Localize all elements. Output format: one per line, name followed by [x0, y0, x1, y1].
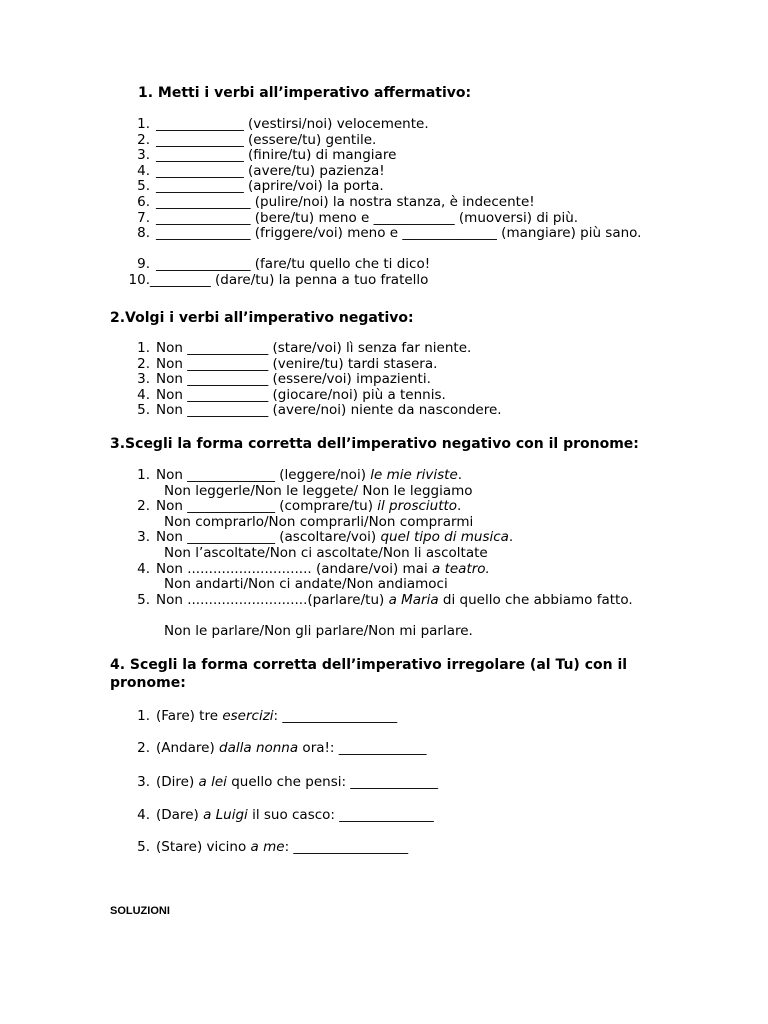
item-text-end: il suo casco: ______________: [247, 807, 434, 823]
item-number: 2.: [137, 355, 150, 372]
item-text-start: (Dare): [156, 807, 204, 823]
item-text-start: Non ............................. (andare/voi) mai: [156, 560, 433, 577]
item-text: Non ____________ (essere/voi) impazienti.: [156, 371, 431, 388]
item-number: 2.: [137, 740, 150, 756]
item-number: 4.: [137, 560, 150, 577]
item-text-italic: a Luigi: [203, 807, 248, 823]
item-text-end: .: [457, 498, 462, 515]
item-number: 10.: [128, 272, 150, 288]
item-text: _____________ (essere/tu) gentile.: [156, 131, 377, 148]
item-text: ______________ (bere/tu) meno e ____________ (muoversi) di più.: [156, 209, 579, 226]
item-text-start: (Fare) tre: [156, 708, 223, 724]
item-number: 6.: [137, 194, 150, 210]
item-number: 2.: [137, 498, 150, 515]
item-text: ______________ (friggere/voi) meno e ______________ (mangiare) più sano.: [156, 225, 642, 242]
item-number: 3.: [137, 774, 150, 790]
item-number: 3.: [137, 147, 150, 164]
item-text-end: : _________________: [284, 839, 409, 855]
item-text-italic: a Maria: [388, 591, 439, 608]
item-text: [156, 775, 650, 791]
item-text-end: quello che pensi: _____________: [226, 774, 439, 790]
item-text-end: ora!: _____________: [298, 740, 427, 756]
item-text: Non ____________ (avere/noi) niente da nascondere.: [156, 402, 502, 419]
item-text: [156, 741, 650, 757]
item-options: Non le parlare/Non gli parlare/Non mi parlare.: [164, 622, 473, 639]
item-text: _____________ (finire/tu) di mangiare: [156, 147, 397, 164]
item-text-end: .: [508, 529, 514, 546]
item-text: Non ____________ (stare/voi) lì senza far niente.: [156, 340, 472, 356]
item-number: 2.: [137, 131, 150, 148]
item-text-end: .: [457, 467, 463, 483]
item-number: 5.: [137, 839, 150, 855]
item-options: Non l’ascoltate/Non ci ascoltate/Non li ascoltate: [164, 544, 488, 561]
item-number: 1.: [137, 340, 150, 356]
item-text-start: (Andare): [156, 740, 220, 756]
list-item: [110, 562, 650, 593]
item-options: Non leggerle/Non le leggete/ Non le leggiamo: [164, 482, 473, 499]
item-text: [156, 562, 650, 578]
section-3-title: 3.Scegli la forma corretta dell’imperativo negativo con il pronome:: [110, 436, 639, 452]
item-number: 4.: [137, 807, 150, 823]
item-number: 9.: [137, 256, 150, 273]
item-text-italic: il prosciutto: [377, 498, 458, 515]
item-text-start: Non ............................(parlare/tu): [156, 591, 389, 608]
item-text-italic: esercizi: [222, 708, 274, 724]
item-text: [156, 468, 650, 484]
item-text-italic: a lei: [198, 774, 227, 790]
item-text: ______________ (pulire/noi) la nostra stanza, è indecente!: [156, 194, 535, 210]
item-text-italic: dalla nonna: [219, 740, 299, 756]
item-text-end: di quello che abbiamo fatto.: [438, 591, 633, 608]
list-item: [110, 530, 650, 561]
item-text-italic: a teatro.: [432, 560, 490, 577]
item-number: 8.: [137, 225, 150, 242]
item-number: 1.: [137, 116, 150, 132]
section-1-title: 1. Metti i verbi all’imperativo affermativo:: [138, 85, 472, 101]
item-options: Non comprarlo/Non comprarli/Non comprarmi: [164, 513, 474, 530]
list-item: [110, 468, 650, 499]
item-number: 7.: [137, 209, 150, 226]
solutions-label: SOLUZIONI: [110, 905, 170, 917]
item-text-start: Non _____________ (comprare/tu): [156, 498, 378, 515]
item-text: [156, 530, 650, 546]
item-text: _____________ (avere/tu) pazienza!: [156, 162, 385, 179]
item-number: 5.: [137, 178, 150, 195]
item-text: _____________ (vestirsi/noi) velocemente.: [156, 116, 429, 132]
item-number: 4.: [137, 386, 150, 403]
item-text: [156, 499, 650, 515]
item-text: [156, 808, 650, 824]
item-number: 1.: [137, 467, 150, 483]
item-text-end: : _________________: [273, 708, 398, 724]
item-text: [156, 709, 650, 725]
section-4-title: 4. Scegli la forma corretta dell’imperativo irregolare (al Tu) con il pronome:: [110, 657, 628, 691]
item-text: Non ____________ (venire/tu) tardi stasera.: [156, 355, 438, 372]
item-number: 5.: [137, 402, 150, 419]
item-number: 1.: [137, 708, 150, 724]
item-text-start: Non _____________ (leggere/noi): [156, 467, 371, 483]
item-text-italic: quel tipo di musica: [380, 529, 509, 546]
item-text-start: (Stare) vicino: [156, 839, 251, 855]
item-text: ______________ (fare/tu quello che ti dico!: [156, 256, 431, 273]
item-options: Non andarti/Non ci andate/Non andiamoci: [164, 576, 448, 593]
list-item: [110, 593, 650, 640]
list-item: [110, 499, 650, 530]
section-2-title: 2.Volgi i verbi all’imperativo negativo:: [110, 310, 414, 326]
item-text: _____________ (aprire/voi) la porta.: [156, 178, 384, 195]
item-text-start: (Dire): [156, 774, 199, 790]
item-number: 5.: [137, 591, 150, 608]
item-text: [156, 593, 642, 609]
item-text-start: Non _____________ (ascoltare/voi): [156, 529, 381, 546]
item-number: 4.: [137, 162, 150, 179]
item-number: 3.: [137, 371, 150, 388]
item-text-italic: le mie riviste: [370, 467, 458, 483]
item-text-italic: a me: [250, 839, 285, 855]
item-text: Non ____________ (giocare/noi) più a tennis.: [156, 386, 446, 403]
item-text: [156, 840, 650, 856]
item-text: _________ (dare/tu) la penna a tuo fratello: [150, 272, 429, 288]
item-number: 3.: [137, 529, 150, 546]
